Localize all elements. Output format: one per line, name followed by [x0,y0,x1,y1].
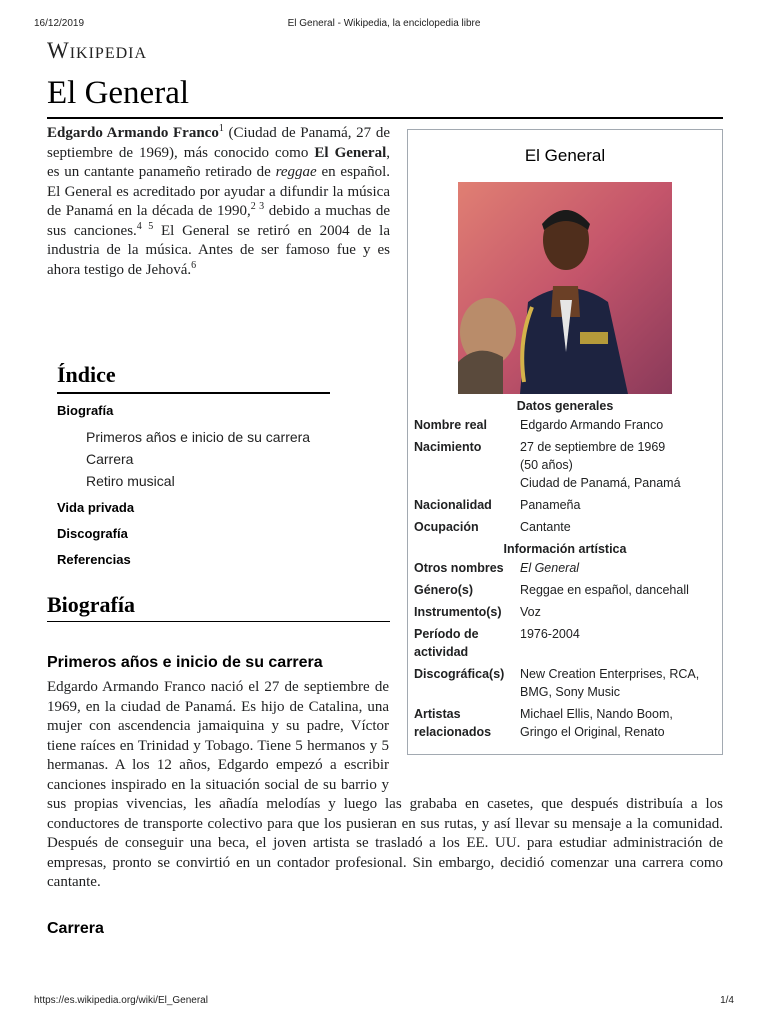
age-text: (50 años) [520,458,573,472]
infobox-row-instrumento [408,603,722,621]
infobox-value[interactable]: Reggae en español, dancehall [520,583,689,597]
toc-item-discografia[interactable]: Discografía [57,526,128,541]
label-line: actividad [414,645,469,659]
infobox-row-nombre-real [408,416,722,434]
subject-name: Edgardo Armando Franco [47,125,219,141]
intro-paragraph [47,124,390,280]
infobox-label: Nacionalidad [414,498,492,512]
label-line: Artistas [414,707,461,721]
intro-text: (Ciudad de Panamá, 27 de septiembre de 1969), más conocido como [47,125,390,161]
infobox-row-nacionalidad [408,496,722,514]
artist-link[interactable]: Gringo el Original, Renato [520,725,665,739]
ref-link[interactable]: 1 [218,123,224,134]
infobox-value [520,665,716,701]
biography-paragraph: Edgardo Armando Franco nació el 27 de septiembre de 1969, en la ciudad de Panamá. Es hijo de Catalina, una mujer con ascendencia jamaiquina y su padre, Víctor tiene raíces en Trinidad y Tobago. Tiene 5 hermanos y 5 hermanas. A los 12 años, Edgardo empezó a escribir canciones inspirado en la situación social de su barrio y sus propias vivencias, les añadía melodías y luego las grababa en casetes, que después distribuía a los conductores de transporte colectivo para que los pusieran en sus rutas, y así llevar su mensaje a la comunidad. Después de conseguir una beca, el joven artista se trasladó a los EE. UU. para estudiar administración de empresas, pronto se convirtió en un contador profesional. Sin embargo, decidió comenzar una carrera como cantante. [47,679,723,890]
label-line: relacionados [414,725,492,739]
infobox-label [414,625,520,661]
infobox-heading-artistica: Información artística [503,542,627,556]
alias-name: El General [314,144,387,161]
infobox-row-discografica [408,665,722,701]
table-of-contents [57,362,330,577]
wikipedia-wordmark[interactable]: Wikipedia [47,38,148,63]
toc-item-retiro-musical[interactable]: Retiro musical [86,473,175,489]
other-name-text: El General [520,561,580,575]
infobox-row-periodo [408,625,722,661]
infobox-label: Discográfica(s) [414,667,505,681]
infobox [407,129,723,755]
genre-link[interactable]: reggae [275,164,317,180]
subsection-heading-carrera: Carrera [47,920,104,937]
ref-link[interactable]: 6 [191,259,197,271]
singer-portrait-image [458,182,672,394]
title-divider [47,117,723,119]
infobox-row-artistas [408,705,722,741]
infobox-value[interactable]: Voz [520,605,541,619]
intro-text: en español. El General es acreditado por ayudar a difundir la música de Panamá en la década de 1990, [47,164,390,219]
infobox-row-nacimiento [408,438,722,492]
section-heading-biografia: Biografía [47,592,390,622]
intro-text: El General se retiró en 2004 de la industria de la música. Antes de ser famoso fue y es ahora testigo de Jehová. [47,222,391,278]
infobox-row-otros-nombres [408,559,722,577]
print-page-title: El General - Wikipedia, la enciclopedia libre [287,18,481,29]
infobox-label: Nombre real [414,418,487,432]
infobox-title: El General [524,146,606,165]
infobox-value [520,705,716,741]
infobox-label [414,705,520,741]
infobox-row-genero [408,581,722,599]
infobox-label: Instrumento(s) [414,605,502,619]
toc-item-carrera[interactable]: Carrera [86,451,134,467]
intro-text: debido a muchas de sus canciones. [47,203,391,239]
page-title: El General [47,75,190,111]
infobox-value: Edgardo Armando Franco [520,418,664,432]
toc-item-referencias[interactable]: Referencias [57,552,131,567]
label-link[interactable]: New Creation Enterprises, RCA, [520,667,700,681]
label-line: Período de [414,627,479,641]
birth-place-link[interactable]: Ciudad de Panamá, Panamá [520,476,681,490]
ref-link[interactable]: 4 5 [136,220,154,232]
print-date: 16/12/2019 [34,18,85,29]
infobox-label: Género(s) [414,583,474,597]
infobox-label: Otros nombres [414,561,504,575]
artist-link[interactable]: Michael Ellis, Nando Boom, [520,707,673,721]
infobox-value[interactable]: Cantante [520,520,571,534]
infobox-row-ocupacion [408,518,722,536]
infobox-value [520,438,716,492]
toc-item-primeros-anos[interactable]: Primeros años e inicio de su carrera [86,429,311,445]
label-link[interactable]: BMG, Sony Music [520,685,621,699]
subsection-heading-primeros-anos: Primeros años e inicio de su carrera [47,654,323,671]
print-url: https://es.wikipedia.org/wiki/El_General [34,995,208,1006]
page-number: 1/4 [720,995,734,1006]
toc-item-biografia[interactable]: Biografía [57,403,114,418]
ref-link[interactable]: 2 3 [250,201,265,212]
infobox-photo[interactable] [458,182,672,394]
infobox-value: Panameña [520,498,581,512]
intro-text: , es un cantante panameño retirado de [47,144,390,180]
infobox-label: Nacimiento [414,440,482,454]
infobox-value [520,559,716,577]
toc-title: Índice [57,362,330,394]
toc-item-vida-privada[interactable]: Vida privada [57,500,135,515]
infobox-heading-general: Datos generales [516,399,614,413]
infobox-label: Ocupación [414,520,479,534]
infobox-value: 1976-2004 [520,627,580,641]
birth-date-link[interactable]: 27 de septiembre de 1969 [520,440,666,454]
